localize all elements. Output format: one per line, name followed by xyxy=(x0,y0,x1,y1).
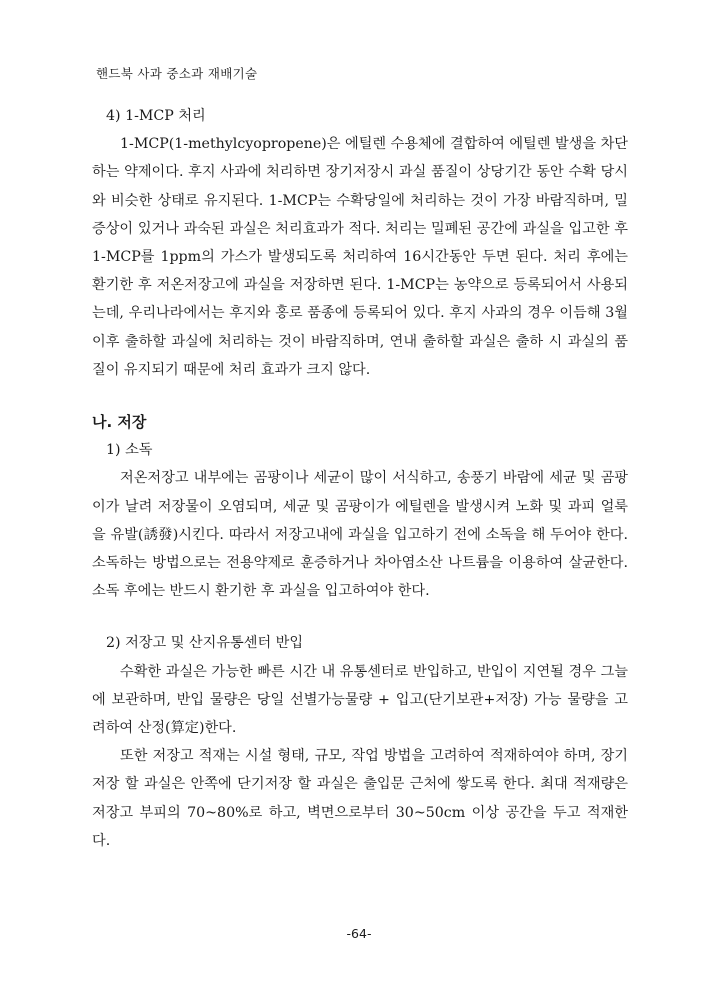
paragraph-intake-1: 수확한 과실은 가능한 빠른 시간 내 유통센터로 반입하고, 반입이 지연될 경우 그늘에 보관하며, 반입 물량은 당일 선별가능물량 + 입고(단기보관+저장) 가능 물량을 고려하여 산정(算定)한다. xyxy=(92,663,628,737)
paragraph-disinfection: 저온저장고 내부에는 곰팡이나 세균이 많이 서식하고, 송풍기 바람에 세균 및 곰팡이가 날려 저장물이 오염되며, 세균 및 곰팡이가 에틸렌을 발생시켜 노화 및 과피 얼룩을 유발(誘發)시킨다. 따라서 저장고내에 과실을 입고하기 전에 소독을 해 두어야 한다. 소독하는 방법으로는 전용약제로 훈증하거나 차아염소산 나트륨을 이용하여 살균한다. 소독 후에는 반드시 환기한 후 과실을 입고하여야 한다. xyxy=(92,470,628,600)
page-number: -64- xyxy=(346,926,372,941)
subsection-heading-mcp: 4) 1-MCP 처리 xyxy=(106,108,206,124)
page-body xyxy=(92,102,628,855)
running-header: 핸드북 사과 중소과 재배기술 xyxy=(96,66,258,81)
subsection-heading-disinfection: 1) 소독 xyxy=(106,442,153,459)
paragraph-intake-2: 또한 저장고 적재는 시설 형태, 규모, 작업 방법을 고려하여 적재하여야 하며, 장기저장 할 과실은 안쪽에 단기저장 할 과실은 출입문 근처에 쌓도록 한다. 최대 적재량은 저장고 부피의 70~80%로 하고, 벽면으로부터 30~50cm 이상 공간을 두고 적재한다. xyxy=(92,748,628,849)
paragraph-mcp: 1-MCP(1-methylcyopropene)은 에틸렌 수용체에 결합하여 에틸렌 발생을 차단하는 약제이다. 후지 사과에 처리하면 장기저장시 과실 품질이 상당기간 동안 수확 당시와 비슷한 상태로 유지된다. 1-MCP는 수확당일에 처리하는 것이 가장 바람직하며, 밀 증상이 있거나 과숙된 과실은 처리효과가 적다. 처리는 밀폐된 공간에 과실을 입고한 후 1-MCP를 1ppm의 가스가 발생되도록 처리하여 16시간동안 두면 된다. 처리 후에는 환기한 후 저온저장고에 과실을 저장하면 된다. 1-MCP는 농약으로 등록되어서 사용되는데, 우리나라에서는 후지와 홍로 품종에 등록되어 있다. 후지 사과의 경우 이듬해 3월 이후 출하할 과실에 처리하는 것이 바람직하며, 연내 출하할 과실은 출하 시 과실의 품질이 유지되기 때문에 처리 효과가 크지 않다. xyxy=(92,136,628,378)
subsection-heading-intake: 2) 저장고 및 산지유통센터 반입 xyxy=(106,635,304,652)
section-heading-storage: 나. 저장 xyxy=(92,413,147,432)
